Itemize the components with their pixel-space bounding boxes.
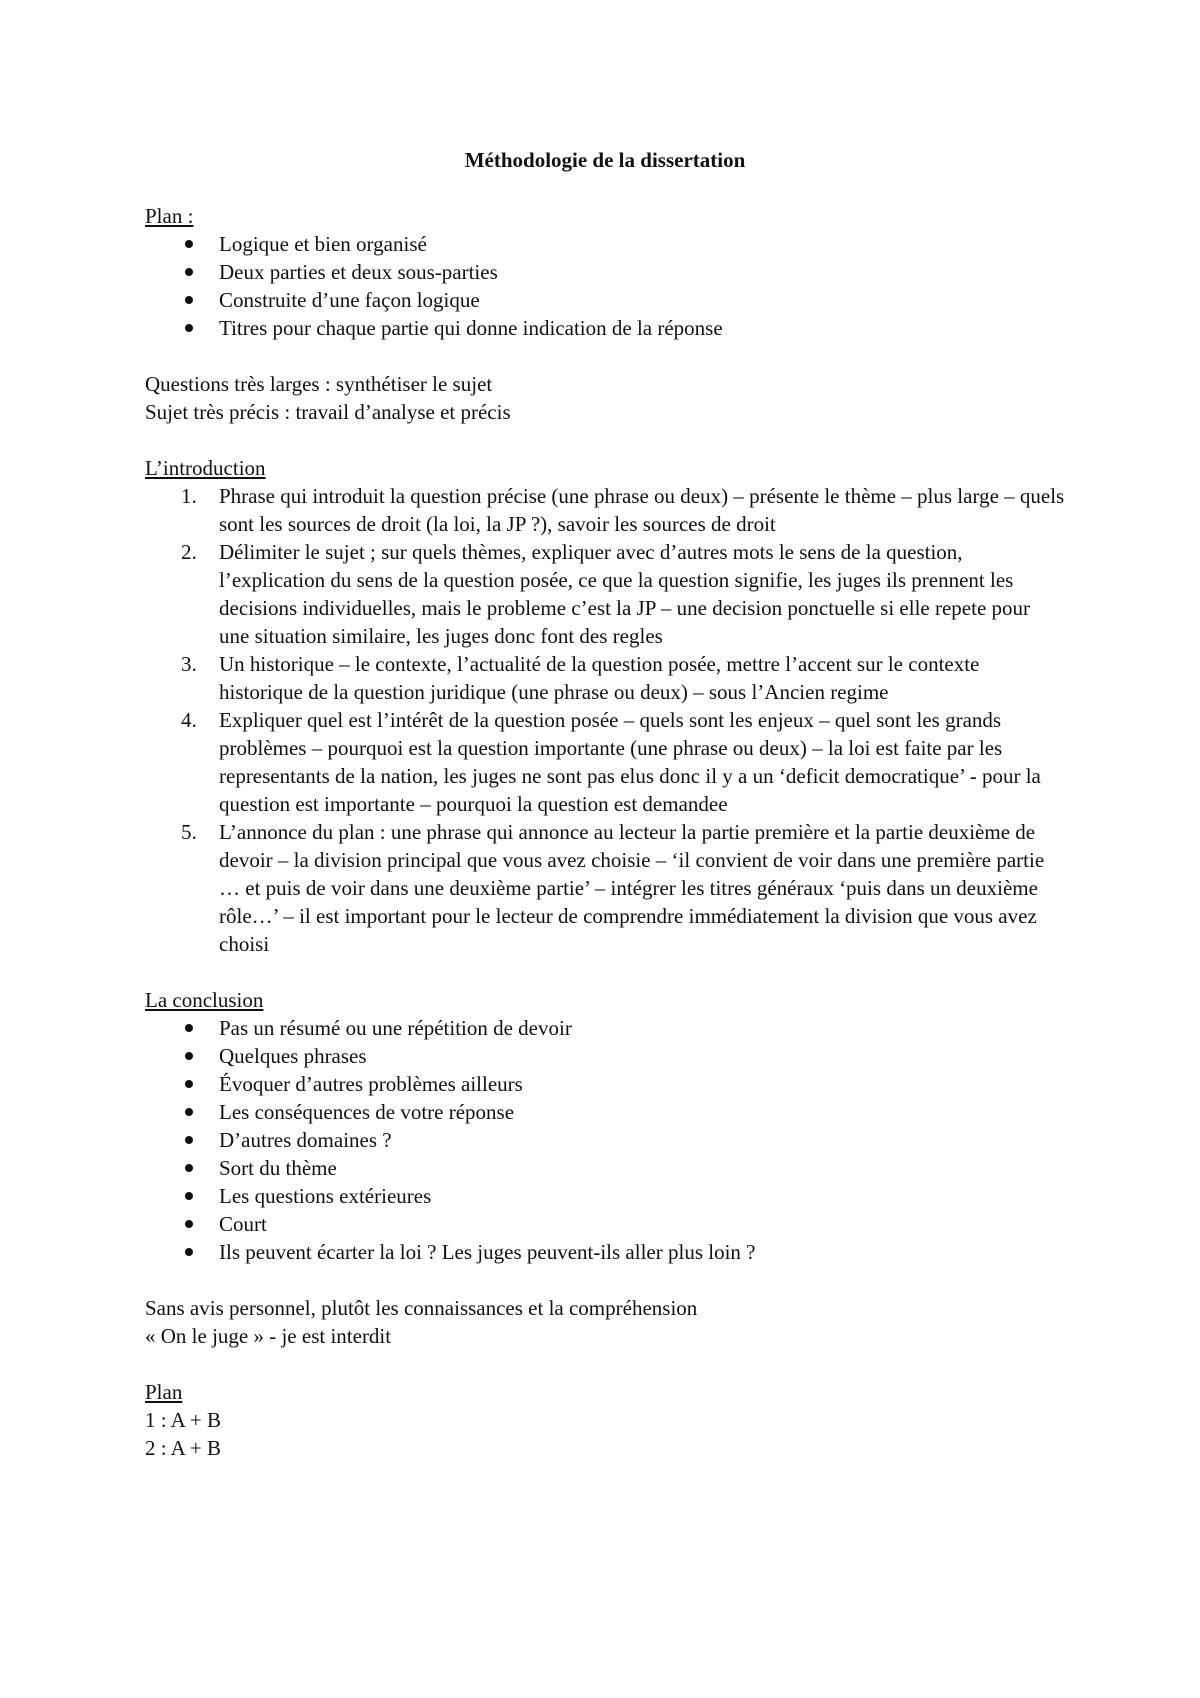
conclusion-heading: La conclusion <box>145 988 264 1012</box>
list-item: Pas un résumé ou une répétition de devoir <box>145 1014 1065 1042</box>
plan-bullet-list <box>145 230 1065 342</box>
bullet-icon <box>185 324 193 332</box>
list-item: Les questions extérieures <box>145 1182 1065 1210</box>
bullet-icon <box>185 1024 193 1032</box>
list-item: Titres pour chaque partie qui donne indication de la réponse <box>145 314 1065 342</box>
list-item: 4. Expliquer quel est l’intérêt de la question posée – quels sont les enjeux – quel sont les grands problèmes – pourquoi est la question importante (une phrase ou deux) – la loi est faite par les representants de la nation, les juges ne sont pas elus donc il y a un ‘deficit democratique’ - pour la question est importante – pourquoi la question est demandee <box>181 708 1041 816</box>
spacer <box>145 1266 1065 1294</box>
list-item: Les conséquences de votre réponse <box>145 1098 1065 1126</box>
list-item: Court <box>145 1210 1065 1238</box>
bullet-icon <box>185 296 193 304</box>
list-item: Deux parties et deux sous-parties <box>145 258 1065 286</box>
final-plan-heading: Plan <box>145 1380 183 1404</box>
spacer <box>145 426 1065 454</box>
list-number: 4. <box>181 708 197 732</box>
list-number: 5. <box>181 820 197 844</box>
list-item: 2. Délimiter le sujet ; sur quels thèmes, expliquer avec d’autres mots le sens de la question, l’explication du sens de la question posée, ce que la question signifie, les juges ils prennent les decisions individuelles, mais le probleme c’est la JP – une decision ponctuelle si elle repete pour une situation similaire, les juges donc font des regles <box>181 540 1031 648</box>
conclusion-bullet-list <box>145 1014 1065 1266</box>
list-item: Construite d’une façon logique <box>145 286 1065 314</box>
bullet-icon <box>185 1108 193 1116</box>
bullet-icon <box>185 240 193 248</box>
list-item: 1. Phrase qui introduit la question précise (une phrase ou deux) – présente le thème – plus large – quels sont les sources de droit (la loi, la JP ?), savoir les sources de droit <box>181 484 1065 536</box>
final-plan-line: 1 : A + B <box>145 1408 222 1432</box>
list-item: Évoquer d’autres problèmes ailleurs <box>145 1070 1065 1098</box>
scope-note: Questions très larges : synthétiser le sujet <box>145 372 493 396</box>
bullet-icon <box>185 1164 193 1172</box>
introduction-heading: L’introduction <box>145 456 266 480</box>
final-plan-line: 2 : A + B <box>145 1436 222 1460</box>
plan-heading: Plan : <box>145 204 194 228</box>
bullet-icon <box>185 1220 193 1228</box>
list-item: D’autres domaines ? <box>145 1126 1065 1154</box>
bullet-icon <box>185 268 193 276</box>
document-page <box>145 146 1065 1462</box>
list-number: 2. <box>181 540 197 564</box>
list-item: Logique et bien organisé <box>145 230 1065 258</box>
spacer <box>145 958 1065 986</box>
closing-note: Sans avis personnel, plutôt les connaissances et la compréhension <box>145 1296 698 1320</box>
list-item: Ils peuvent écarter la loi ? Les juges peuvent-ils aller plus loin ? <box>145 1238 1065 1266</box>
introduction-numbered-list <box>145 482 1065 958</box>
bullet-icon <box>185 1136 193 1144</box>
bullet-icon <box>185 1248 193 1256</box>
bullet-icon <box>185 1192 193 1200</box>
spacer <box>145 1350 1065 1378</box>
list-item: Sort du thème <box>145 1154 1065 1182</box>
list-number: 1. <box>181 484 197 508</box>
bullet-icon <box>185 1080 193 1088</box>
document-title: Méthodologie de la dissertation <box>464 148 746 172</box>
list-item: 3. Un historique – le contexte, l’actualité de la question posée, mettre l’accent sur le contexte historique de la question juridique (une phrase ou deux) – sous l’Ancien regime <box>181 652 980 704</box>
list-number: 3. <box>181 652 197 676</box>
spacer <box>145 342 1065 370</box>
list-item: Quelques phrases <box>145 1042 1065 1070</box>
bullet-icon <box>185 1052 193 1060</box>
list-item: 5. L’annonce du plan : une phrase qui annonce au lecteur la partie première et la partie deuxième de devoir – la division principal que vous avez choisie – ‘il convient de voir dans une première partie … et puis de voir dans une deuxième partie’ – intégrer les titres généraux ‘puis dans un deuxième rôle…’ – il est important pour le lecteur de comprendre immédiatement la division que vous avez choisi <box>181 820 1045 956</box>
scope-note: Sujet très précis : travail d’analyse et précis <box>145 400 511 424</box>
closing-note: « On le juge » - je est interdit <box>145 1324 392 1348</box>
